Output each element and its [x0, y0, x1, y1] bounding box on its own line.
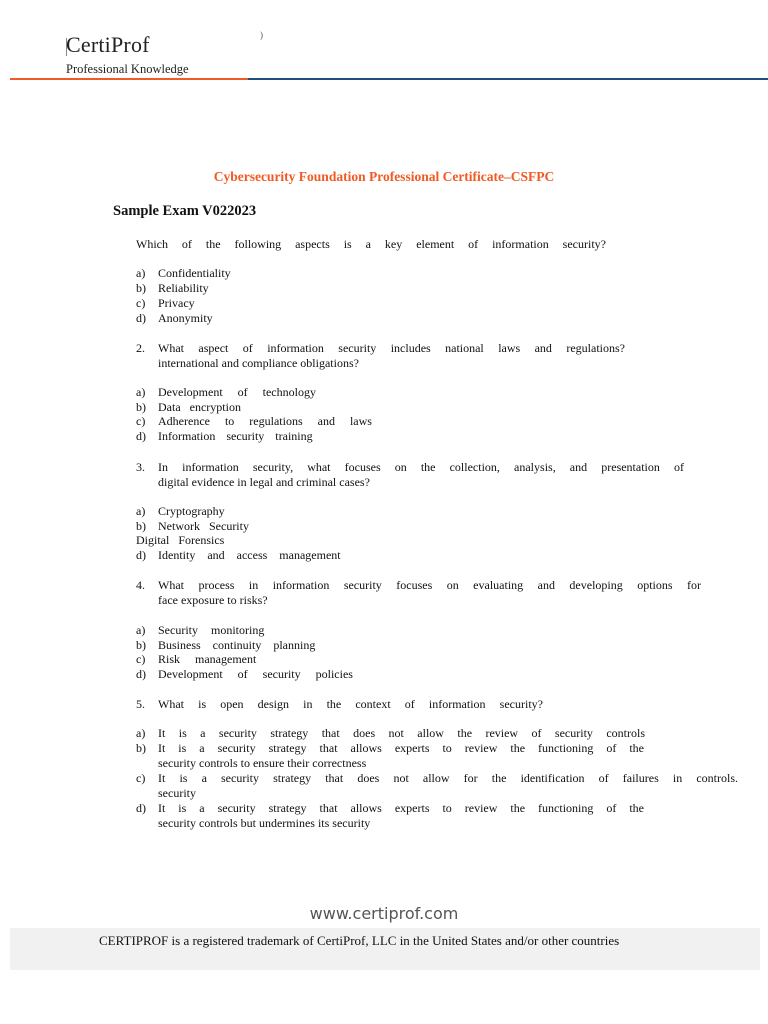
question-3-stem: In information security, what focuses on the collection, analysis, and presentation of [158, 460, 684, 474]
q3-option-a-text: Cryptography [158, 504, 225, 518]
header-rule-blue [248, 78, 768, 80]
q3-option-b-letter: b) [136, 519, 146, 533]
q5-option-d-letter: d) [136, 801, 146, 815]
q2-option-d-text: Information security training [158, 429, 313, 443]
q5-option-d-text: It is a security strategy that allows experts to review the functioning of the [158, 801, 644, 815]
exam-version-label: Sample Exam V022023 [113, 203, 257, 219]
q4-option-b-letter: b) [136, 638, 146, 652]
q5-option-c-text: It is a security strategy that does not allow for the identification of failures in controls. [158, 771, 738, 785]
q2-option-d-letter: d) [136, 429, 146, 443]
q3-option-b-text: Network Security [158, 519, 249, 533]
q1-option-b-letter: b) [136, 281, 146, 295]
question-4-number: 4. [136, 578, 145, 592]
q1-option-c-letter: c) [136, 296, 146, 310]
q5-option-c-text-continued: security [158, 786, 196, 800]
q4-option-d-letter: d) [136, 667, 146, 681]
q5-option-a-text: It is a security strategy that does not allow the review of security controls [158, 726, 645, 740]
q1-option-c-text: Privacy [158, 296, 195, 310]
q3-option-a-letter: a) [136, 504, 146, 518]
footer-trademark-notice: CERTIPROF is a registered trademark of CertiProf, LLC in the United States and/or other countries [99, 933, 620, 948]
logo-tagline: Professional Knowledge [66, 62, 189, 76]
question-3-stem-continued: digital evidence in legal and criminal cases? [158, 475, 370, 489]
q5-option-d-text-continued: security controls but undermines its security [158, 816, 371, 830]
q5-option-c-letter: c) [136, 771, 146, 785]
question-2-stem-continued: international and compliance obligations? [158, 356, 359, 370]
q2-option-b-letter: b) [136, 400, 146, 414]
question-4-stem-continued: face exposure to risks? [158, 593, 268, 607]
q4-option-b-text: Business continuity planning [158, 638, 316, 652]
question-1-stem: Which of the following aspects is a key element of information security? [136, 237, 606, 251]
q5-option-b-text: It is a security strategy that allows experts to review the functioning of the [158, 741, 644, 755]
q4-option-a-text: Security monitoring [158, 623, 265, 637]
q1-option-b-text: Reliability [158, 281, 209, 295]
header-mark: ) [260, 30, 263, 40]
question-5-number: 5. [136, 697, 145, 711]
q2-option-c-text: Adherence to regulations and laws [158, 414, 372, 428]
q2-option-c-letter: c) [136, 414, 146, 428]
header-rule-orange [10, 78, 248, 80]
question-5-stem: What is open design in the context of information security? [158, 697, 543, 711]
q1-option-d-text: Anonymity [158, 311, 213, 325]
q3-option-d-text: Identity and access management [158, 548, 341, 562]
q3-option-c-text: Digital Forensics [136, 533, 225, 547]
q5-option-b-text-continued: security controls to ensure their correctness [158, 756, 367, 770]
question-2-stem: What aspect of information security includes national laws and regulations? [158, 341, 625, 355]
q3-option-d-letter: d) [136, 548, 146, 562]
question-3-number: 3. [136, 460, 145, 474]
q2-option-b-text: Data encryption [158, 400, 241, 414]
certiprof-logo: CertiProf [66, 32, 150, 57]
question-2-number: 2. [136, 341, 145, 355]
document-title: Cybersecurity Foundation Professional Certificate–CSFPC [213, 169, 555, 184]
footer-website-url: www.certiprof.com [309, 904, 459, 923]
q4-option-a-letter: a) [136, 623, 146, 637]
q2-option-a-letter: a) [136, 385, 146, 399]
q2-option-a-text: Development of technology [158, 385, 316, 399]
q5-option-a-letter: a) [136, 726, 146, 740]
q5-option-b-letter: b) [136, 741, 146, 755]
q1-option-a-letter: a) [136, 266, 146, 280]
q4-option-d-text: Development of security policies [158, 667, 353, 681]
q1-option-a-text: Confidentiality [158, 266, 231, 280]
question-4-stem: What process in information security focuses on evaluating and developing options for [158, 578, 701, 592]
q1-option-d-letter: d) [136, 311, 146, 325]
q4-option-c-letter: c) [136, 652, 146, 666]
q4-option-c-text: Risk management [158, 652, 257, 666]
